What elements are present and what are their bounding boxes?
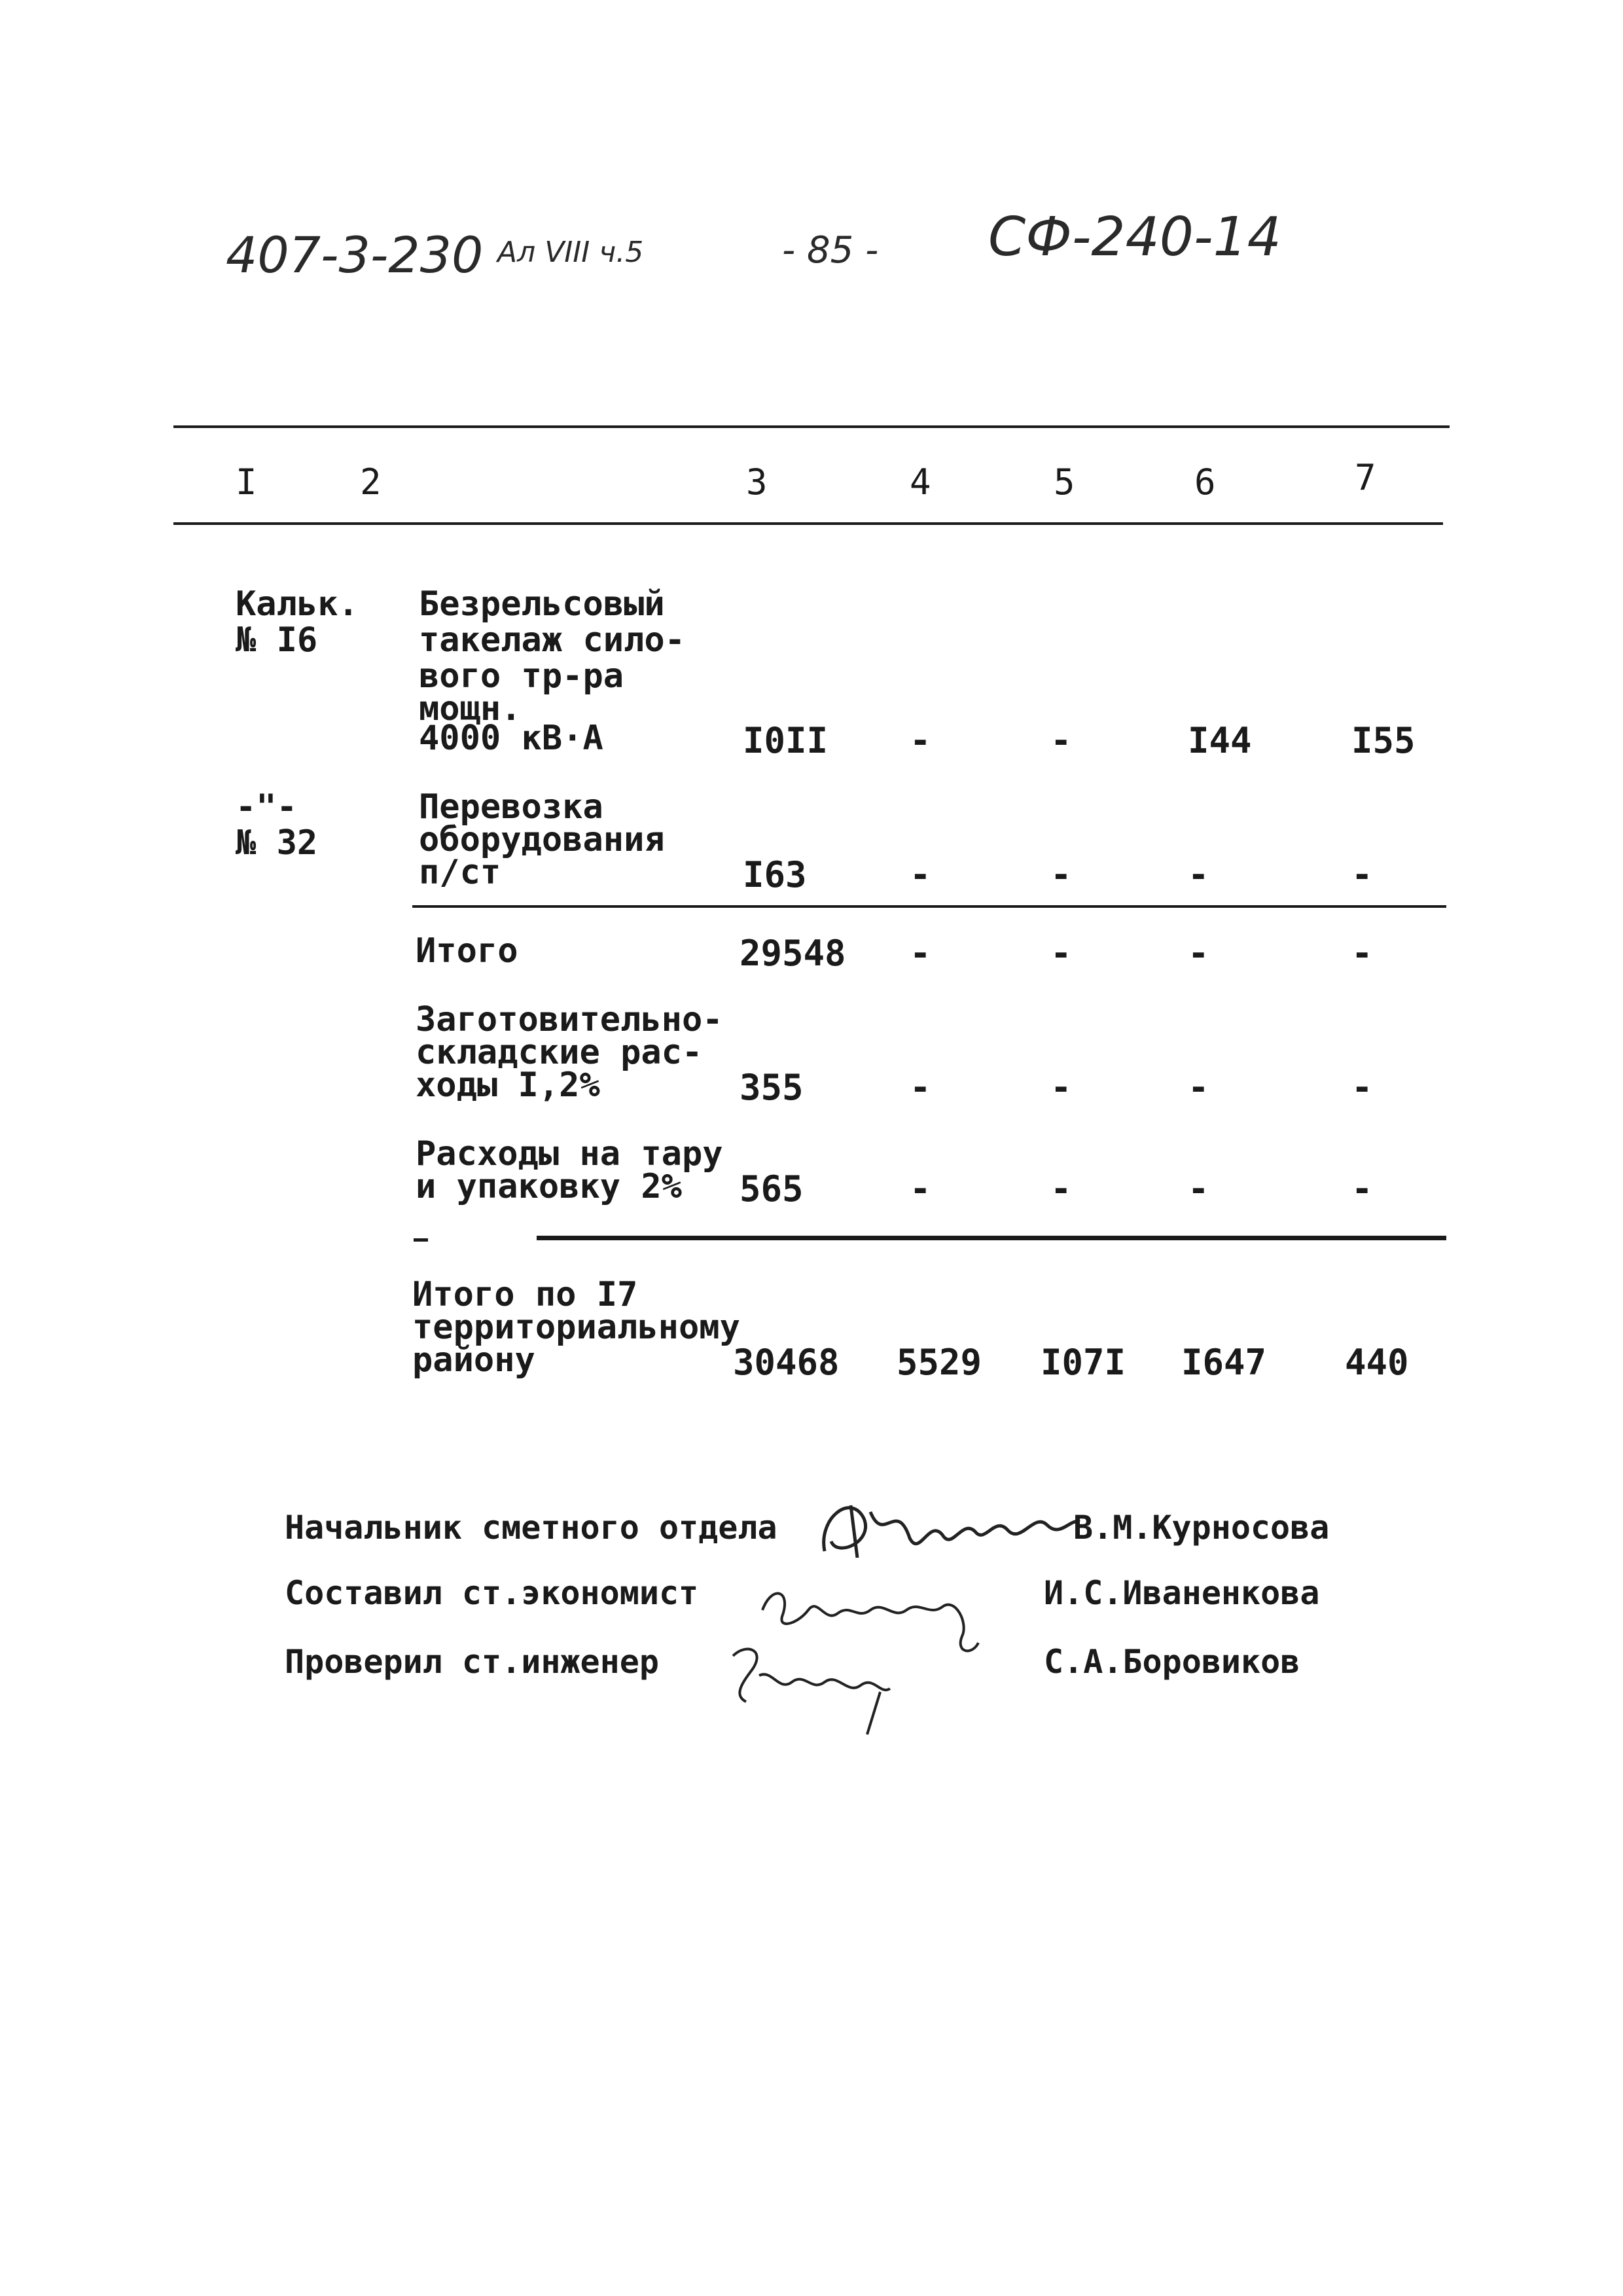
column-header-3: 3 bbox=[746, 461, 768, 503]
signature-role-1: Начальник сметного отдела bbox=[285, 1509, 777, 1547]
column-header-7: 7 bbox=[1355, 457, 1376, 498]
handwritten-signature-1 bbox=[812, 1479, 1086, 1571]
row1-col7: I55 bbox=[1351, 720, 1416, 761]
row1-name-line1: Безрельсовый bbox=[419, 584, 665, 624]
row3-col5: - bbox=[1050, 933, 1072, 974]
row4-col3: 355 bbox=[740, 1067, 804, 1108]
row1-col3: I0II bbox=[743, 720, 829, 761]
row5-col4: - bbox=[910, 1168, 931, 1210]
total-rule bbox=[537, 1236, 1446, 1240]
signature-role-3: Проверил ст.инженер bbox=[285, 1643, 659, 1681]
row2-name-line2: оборудования bbox=[419, 820, 665, 859]
document-code: 407-3-230 bbox=[226, 226, 484, 284]
row4-col5: - bbox=[1050, 1067, 1072, 1108]
row2-col4: - bbox=[910, 854, 931, 895]
row1-col5: - bbox=[1050, 720, 1072, 761]
row4-name-line2: складские рас- bbox=[416, 1033, 703, 1072]
row6-col7: 440 bbox=[1345, 1342, 1409, 1383]
row6-name-line1: Итого по I7 bbox=[412, 1275, 638, 1314]
sheet-code: СФ-240-14 bbox=[988, 206, 1281, 268]
handwritten-signature-3 bbox=[713, 1630, 910, 1741]
row1-name-line5: 4000 кВ·А bbox=[419, 719, 603, 758]
row4-col7: - bbox=[1351, 1067, 1373, 1108]
row3-col6: - bbox=[1188, 933, 1209, 974]
row4-col4: - bbox=[910, 1067, 931, 1108]
row5-col5: - bbox=[1050, 1168, 1072, 1210]
row3-col3: 29548 bbox=[740, 933, 846, 974]
row2-ref-line2: № 32 bbox=[236, 823, 318, 863]
row6-name-line2: территориальному bbox=[412, 1308, 740, 1347]
row5-col6: - bbox=[1188, 1168, 1209, 1210]
row1-name-line3: вого тр-ра bbox=[419, 656, 624, 696]
row2-col6: - bbox=[1188, 854, 1209, 895]
row5-name-line1: Расходы на тару bbox=[416, 1134, 723, 1174]
table-top-rule bbox=[173, 425, 1450, 428]
row3-name: Итого bbox=[416, 931, 518, 971]
total-rule-short bbox=[414, 1238, 428, 1242]
row6-col4: 5529 bbox=[897, 1342, 982, 1383]
row4-name-line3: ходы I,2% bbox=[416, 1066, 600, 1105]
table-header-rule bbox=[173, 522, 1443, 525]
signature-name-2: И.С.Иваненкова bbox=[1044, 1574, 1320, 1612]
row2-col5: - bbox=[1050, 854, 1072, 895]
row2-ref-line1: -"- bbox=[236, 787, 297, 827]
row3-col4: - bbox=[910, 933, 931, 974]
row6-col5: I07I bbox=[1041, 1342, 1126, 1383]
row5-name-line2: и упаковку 2% bbox=[416, 1167, 682, 1206]
column-header-4: 4 bbox=[910, 461, 931, 503]
page-number: - 85 - bbox=[782, 229, 879, 272]
signature-name-1: В.М.Курносова bbox=[1073, 1509, 1330, 1547]
column-header-6: 6 bbox=[1194, 461, 1216, 503]
column-header-2: 2 bbox=[360, 461, 382, 503]
row2-name-line3: п/ст bbox=[419, 853, 501, 892]
row5-col3: 565 bbox=[740, 1168, 804, 1210]
row1-col6: I44 bbox=[1188, 720, 1252, 761]
row1-col4: - bbox=[910, 720, 931, 761]
column-header-5: 5 bbox=[1054, 461, 1075, 503]
row1-ref-line1: Кальк. bbox=[236, 584, 359, 624]
row1-ref-line2: № I6 bbox=[236, 620, 318, 660]
row6-col3: 30468 bbox=[733, 1342, 840, 1383]
row2-name-line1: Перевозка bbox=[419, 787, 603, 827]
row1-name-line2: такелаж сило- bbox=[419, 620, 685, 660]
row6-col6: I647 bbox=[1181, 1342, 1267, 1383]
signature-name-3: С.А.Боровиков bbox=[1044, 1643, 1300, 1681]
row6-name-line3: району bbox=[412, 1340, 535, 1380]
row2-col7: - bbox=[1351, 854, 1373, 895]
column-header-1: I bbox=[236, 461, 257, 503]
subtotal-rule bbox=[412, 905, 1446, 908]
row1-name-line4: мощн. bbox=[419, 689, 522, 728]
album-label: Ал VIII ч.5 bbox=[497, 236, 644, 269]
row3-col7: - bbox=[1351, 933, 1373, 974]
row4-name-line1: Заготовительно- bbox=[416, 1000, 723, 1039]
row4-col6: - bbox=[1188, 1067, 1209, 1108]
row5-col7: - bbox=[1351, 1168, 1373, 1210]
row2-col3: I63 bbox=[743, 854, 807, 895]
signature-role-2: Составил ст.экономист bbox=[285, 1574, 699, 1612]
